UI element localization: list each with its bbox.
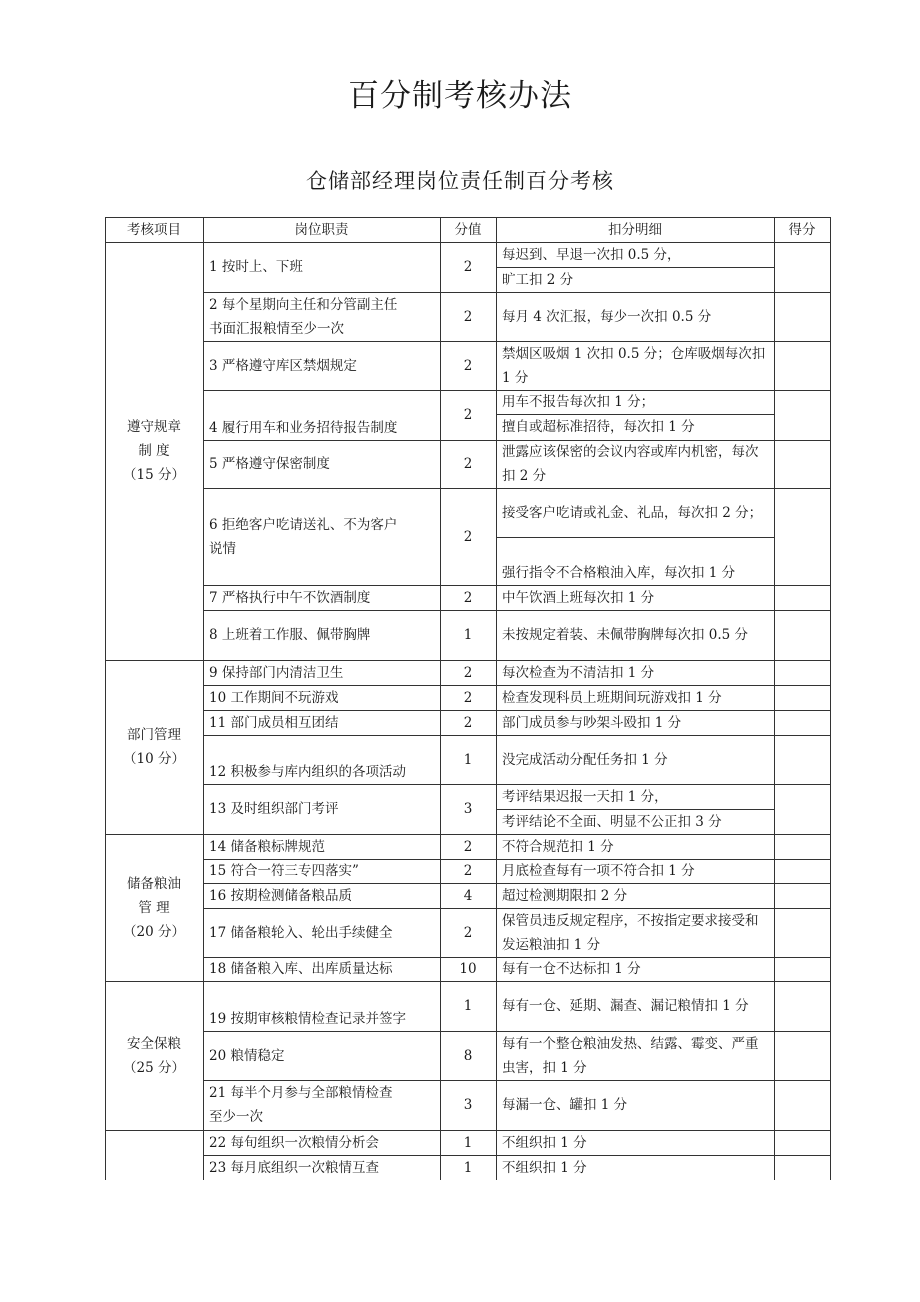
- deduction-cell: 禁烟区吸烟 1 次扣 0.5 分；仓库吸烟每次扣 1 分: [502, 345, 766, 386]
- deduction-cell: 用车不报告每次扣 1 分；: [502, 394, 655, 410]
- obtained-score-cell: [774, 685, 830, 710]
- duty-cell: 13 及时组织部门考评: [209, 801, 339, 817]
- deduction-cell: 接受客户吃请或礼金、礼品，每次扣 2 分；: [502, 504, 763, 521]
- deduction-cell: 未按规定着装、未佩带胸牌每次扣 0.5 分: [502, 627, 749, 643]
- obtained-score-cell: [774, 1130, 830, 1155]
- category-cell: 遵守规章 制 度 （15 分）: [123, 419, 185, 483]
- obtained-score-cell: [774, 1155, 830, 1180]
- score-cell: 2: [463, 528, 473, 545]
- table-rule-vertical: [496, 217, 497, 1180]
- deduction-cell: 超过检测期限扣 2 分: [502, 887, 628, 904]
- deduction-cell: 每月 4 次汇报，每少一次扣 0.5 分: [502, 308, 712, 325]
- assessment-table: [105, 217, 830, 1180]
- table-rule-horizontal: [203, 859, 831, 860]
- obtained-score-cell: [774, 341, 830, 390]
- obtained-score-cell: [774, 1080, 830, 1130]
- table-rule-horizontal: [203, 1155, 831, 1156]
- category-cell: 安全保粮 （25 分）: [123, 1035, 185, 1076]
- duty-cell: 1 按时上、下班: [209, 259, 303, 275]
- obtained-score-cell: [774, 957, 830, 981]
- table-rule-horizontal: [203, 883, 831, 884]
- table-rule-horizontal: [496, 537, 775, 538]
- score-cell: 2: [463, 259, 473, 275]
- table-rule-horizontal: [105, 834, 831, 835]
- score-cell: 2: [463, 407, 473, 423]
- deduction-cell: 没完成活动分配任务扣 1 分: [502, 751, 668, 768]
- header-cell-obtained: 得分: [788, 221, 816, 238]
- obtained-score-cell: [774, 242, 830, 292]
- deduction-cell: 每有一仓不达标扣 1 分: [502, 961, 641, 977]
- score-cell: 1: [463, 627, 473, 643]
- header-cell-deduction: 扣分明细: [608, 221, 662, 238]
- table-rule-horizontal: [105, 242, 831, 243]
- table-rule-horizontal: [203, 1031, 831, 1032]
- score-cell: 1: [463, 1134, 473, 1151]
- duty-cell: 8 上班着工作服、佩带胸牌: [209, 627, 371, 643]
- deduction-cell: 强行指令不合格粮油入库，每次扣 1 分: [502, 565, 736, 581]
- duty-cell: 14 储备粮标牌规范: [209, 838, 325, 855]
- table-rule-horizontal: [203, 390, 831, 391]
- table-rule-horizontal: [203, 1080, 831, 1081]
- deduction-cell: 考评结果迟报一天扣 1 分，: [502, 788, 668, 805]
- deduction-cell: 每有一仓、延期、漏查、漏记粮情扣 1 分: [502, 998, 749, 1014]
- score-cell: 8: [463, 1047, 473, 1064]
- table-rule-horizontal: [203, 735, 831, 736]
- table-title: 仓储部经理岗位责任制百分考核: [306, 169, 614, 193]
- duty-cell: 4 履行用车和业务招待报告制度: [209, 420, 398, 436]
- obtained-score-cell: [774, 488, 830, 585]
- deduction-cell: 检查发现科员上班期间玩游戏扣 1 分: [502, 689, 722, 706]
- table-rule-horizontal: [105, 981, 831, 982]
- deduction-cell: 不组织扣 1 分: [502, 1134, 587, 1151]
- document-title: 百分制考核办法: [348, 78, 572, 114]
- score-cell: 2: [463, 714, 473, 731]
- obtained-score-cell: [774, 610, 830, 660]
- score-cell: 2: [463, 357, 473, 374]
- table-rule-vertical: [440, 217, 441, 1180]
- duty-cell: 10 工作期间不玩游戏: [209, 689, 339, 706]
- table-rule-horizontal: [203, 784, 831, 785]
- table-rule-vertical: [830, 217, 831, 1180]
- duty-cell: 7 严格执行中午不饮酒制度: [209, 589, 371, 606]
- deduction-cell: 保管员违反规定程序，不按指定要求接受和发运粮油扣 1 分: [502, 912, 759, 953]
- deduction-cell: 中午饮酒上班每次扣 1 分: [502, 589, 655, 606]
- deduction-cell: 不符合规范扣 1 分: [502, 838, 614, 855]
- obtained-score-cell: [774, 735, 830, 784]
- deduction-cell: 每迟到、早退一次扣 0.5 分，: [502, 246, 681, 263]
- header-cell-item: 考核项目: [127, 221, 181, 238]
- duty-cell: 12 积极参与库内组织的各项活动: [209, 764, 406, 780]
- duty-cell: 11 部门成员相互团结: [209, 714, 339, 731]
- score-cell: 1: [463, 998, 473, 1014]
- deduction-cell: 月底检查每有一项不符合扣 1 分: [502, 863, 695, 879]
- duty-cell: 17 储备粮轮入、轮出手续健全: [209, 924, 393, 941]
- score-cell: 3: [463, 1097, 473, 1113]
- deduction-cell: 不组织扣 1 分: [502, 1159, 587, 1176]
- table-rule-horizontal: [203, 610, 831, 611]
- table-rule-horizontal: [496, 809, 775, 810]
- category-cell: 储备粮油 管 理 （20 分）: [123, 875, 185, 940]
- table-rule-horizontal: [203, 585, 831, 586]
- table-rule-horizontal: [496, 414, 775, 415]
- duty-cell: 5 严格遵守保密制度: [209, 456, 330, 472]
- score-cell: 2: [463, 589, 473, 606]
- table-rule-horizontal: [105, 1130, 831, 1131]
- table-rule-horizontal: [203, 908, 831, 909]
- table-rule-horizontal: [203, 957, 831, 958]
- duty-cell: 19 按期审核粮情检查记录并签字: [209, 1011, 406, 1027]
- deduction-cell: 考评结论不全面、明显不公正扣 3 分: [502, 813, 722, 830]
- duty-cell: 16 按期检测储备粮品质: [209, 887, 352, 904]
- score-cell: 2: [463, 664, 473, 681]
- duty-cell: 6 拒绝客户吃请送礼、不为客户 说情: [209, 516, 398, 557]
- deduction-cell: 部门成员参与吵架斗殴扣 1 分: [502, 714, 682, 731]
- obtained-score-cell: [774, 1031, 830, 1080]
- deduction-cell: 擅自或超标准招待，每次扣 1 分: [502, 419, 695, 435]
- obtained-score-cell: [774, 834, 830, 859]
- obtained-score-cell: [774, 784, 830, 834]
- score-cell: 2: [463, 838, 473, 855]
- obtained-score-cell: [774, 585, 830, 610]
- duty-cell: 9 保持部门内清洁卫生: [209, 664, 344, 681]
- score-cell: 10: [459, 961, 477, 977]
- duty-cell: 2 每个星期向主任和分管副主任 书面汇报粮情至少一次: [209, 296, 398, 337]
- duty-cell: 22 每旬组织一次粮情分析会: [209, 1134, 379, 1151]
- duty-cell: 3 严格遵守库区禁烟规定: [209, 357, 357, 374]
- score-cell: 3: [463, 801, 473, 817]
- table-rule-horizontal: [203, 292, 831, 293]
- deduction-cell: 旷工扣 2 分: [502, 271, 574, 288]
- table-rule-horizontal: [203, 710, 831, 711]
- score-cell: 1: [463, 1159, 473, 1176]
- deduction-cell: 每次检查为不清洁扣 1 分: [502, 664, 655, 681]
- obtained-score-cell: [774, 710, 830, 735]
- score-cell: 2: [463, 924, 473, 941]
- table-rule-horizontal: [105, 660, 831, 661]
- duty-cell: 21 每半个月参与全部粮情检查 至少一次: [209, 1085, 393, 1125]
- score-cell: 2: [463, 308, 473, 325]
- obtained-score-cell: [774, 883, 830, 908]
- score-cell: 2: [463, 863, 473, 879]
- duty-cell: 15 符合一符三专四落实”: [209, 863, 359, 879]
- header-cell-score: 分值: [454, 221, 482, 238]
- deduction-cell: 每有一个整仓粮油发热、结露、霉变、严重虫害，扣 1 分: [502, 1035, 759, 1076]
- score-cell: 1: [463, 751, 473, 768]
- header-cell-duty: 岗位职责: [294, 221, 349, 238]
- table-rule-horizontal: [203, 440, 831, 441]
- table-rule-horizontal: [496, 267, 775, 268]
- obtained-score-cell: [774, 390, 830, 440]
- table-rule-vertical: [774, 217, 775, 1180]
- score-cell: 2: [463, 689, 473, 706]
- obtained-score-cell: [774, 908, 830, 957]
- deduction-cell: 每漏一仓、罐扣 1 分: [502, 1097, 628, 1113]
- obtained-score-cell: [774, 292, 830, 341]
- obtained-score-cell: [774, 981, 830, 1031]
- table-rule-horizontal: [203, 488, 831, 489]
- table-rule-vertical: [105, 217, 106, 1180]
- obtained-score-cell: [774, 660, 830, 685]
- obtained-score-cell: [774, 859, 830, 883]
- score-cell: 4: [463, 887, 473, 904]
- duty-cell: 23 每月底组织一次粮情互查: [209, 1159, 379, 1176]
- score-cell: 2: [463, 456, 473, 472]
- deduction-cell: 泄露应该保密的会议内容或库内机密，每次扣 2 分: [502, 444, 759, 484]
- table-rule-vertical: [203, 217, 204, 1180]
- table-rule-horizontal: [203, 685, 831, 686]
- duty-cell: 18 储备粮入库、出库质量达标: [209, 961, 393, 977]
- table-rule-horizontal: [105, 217, 831, 218]
- obtained-score-cell: [774, 440, 830, 488]
- duty-cell: 20 粮情稳定: [209, 1047, 285, 1064]
- table-rule-horizontal: [203, 341, 831, 342]
- category-cell: 部门管理 （10 分）: [123, 727, 185, 767]
